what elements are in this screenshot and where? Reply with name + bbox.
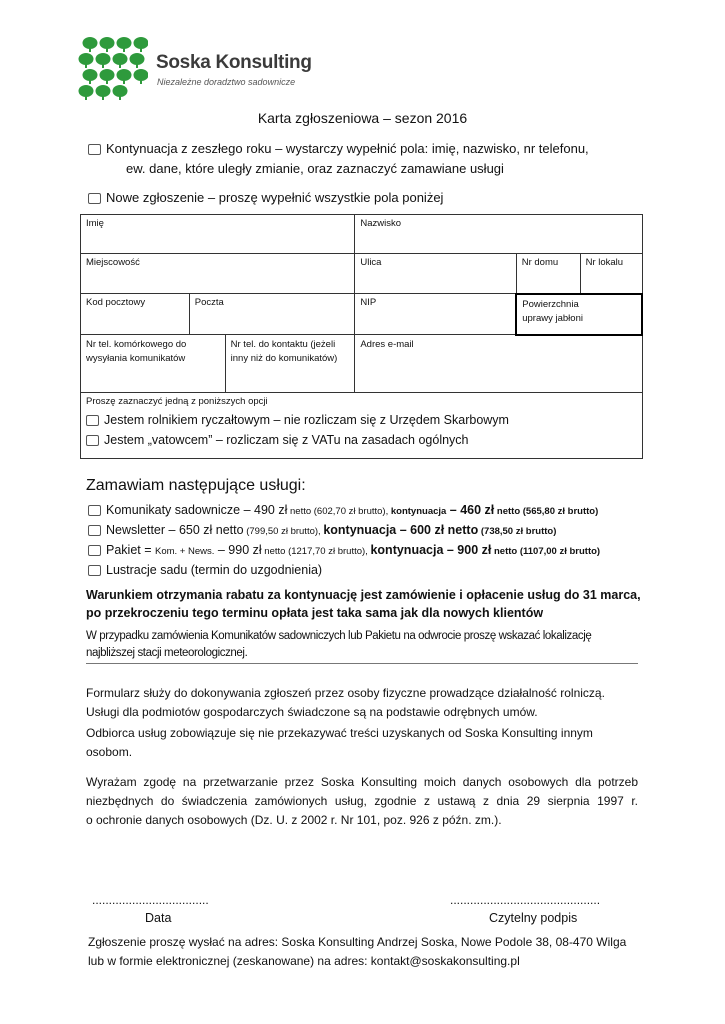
option-continuation-text: Kontynuacja z zeszłego roku – wystarczy wypełnić pola: imię, nazwisko, nr telefonu, [106,141,589,156]
info-paragraph-1: Formularz służy do dokonywania zgłoszeń przez osoby fizyczne prowadzące działalność rolniczą. Usługi dla podmiotów gospodarczych świadczone są na podstawie odrębnych umów. [86,686,605,719]
consent-paragraph: Wyrażam zgodę na przetwarzanie przez Soska Konsulting moich danych osobowych dla potrzeb niezbędnych do świadczenia zamówionych usług, zgodnie z ustawą z dnia 29 sierpnia 1997 r. o ochronie danych osobowych (Dz. U. z 2002 r. Nr 101, poz. 926 z późn. zm.). [86,775,638,827]
tax-option-flat-rate[interactable]: Jestem rolnikiem ryczałtowym – nie rozliczam się z Urzędem Skarbowym [86,413,637,427]
logo-dot-stem [136,63,138,68]
logo-dot-stem [106,47,108,52]
service-orchard-inspection[interactable]: Lustracje sadu (termin do uzgodnienia) [88,563,322,577]
tax-option-vat[interactable]: Jestem „vatowcem” – rozliczam się z VATu na zasadach ogólnych [86,433,637,447]
field-mobile-phone[interactable]: Nr tel. komórkowego do wysyłania komunikatów [81,335,226,393]
checkbox-newsletter[interactable] [88,525,101,536]
field-post-office[interactable]: Poczta [189,294,355,335]
services-heading: Zamawiam następujące usługi: [86,477,306,494]
date-label: Data [145,911,172,925]
checkbox-continuation[interactable] [88,144,101,155]
logo-dot-stem [89,79,91,84]
brand-name: Soska Konsulting [156,52,312,73]
service-newsletter[interactable]: Newsletter – 650 zł netto (799,50 zł brutto), kontynuacja – 600 zł netto (738,50 zł brutto) [88,523,556,537]
option-new-text: Nowe zgłoszenie – proszę wypełnić wszystkie pola poniżej [106,190,444,205]
logo-dot-stem [102,95,104,100]
logo-dot-stem [106,79,108,84]
logo-dot-stem [102,63,104,68]
logo-dot-stem [85,63,87,68]
station-note: W przypadku zamówienia Komunikatów sadowniczych lub Pakietu na odwrocie proszę wskazać lokalizację najbliższej stacji meteorologicznej. [86,630,592,659]
field-postal-code[interactable]: Kod pocztowy [81,294,190,335]
field-apple-area[interactable]: Powierzchnia uprawy jabłoni [516,294,642,335]
checkbox-orchard-inspection[interactable] [88,565,101,576]
tax-prompt: Proszę zaznaczyć jedną z poniższych opcji [86,396,268,407]
logo-dot-stem [140,47,142,52]
date-line[interactable]: ................................... [92,893,209,907]
service-package[interactable]: Pakiet = Kom. + News. – 990 zł netto (1217,70 zł brutto), kontynuacja – 900 zł netto (1107,00 zł brutto) [88,543,600,557]
logo-dot-stem [140,79,142,84]
logo-dot-stem [119,63,121,68]
field-contact-phone[interactable]: Nr tel. do kontaktu (jeżeli inny niż do komunikatów) [225,335,355,393]
tax-status-section [81,393,643,459]
brand-tagline: Niezależne doradztwo sadownicze [157,77,296,87]
footer-address: Zgłoszenie proszę wysłać na adres: Soska Konsulting Andrzej Soska, Nowe Podole 38, 08-470 Wilga lub w formie elektronicznej (zeskanowane) na adres: kontakt@soskakonsulting.pl [88,935,627,968]
field-city[interactable]: Miejscowość [81,254,355,294]
service-communications[interactable]: Komunikaty sadownicze – 490 zł netto (602,70 zł brutto), kontynuacja – 460 zł netto (565,80 zł brutto) [88,503,598,517]
checkbox-vat[interactable] [86,435,99,446]
checkbox-package[interactable] [88,545,101,556]
field-street[interactable]: Ulica [355,254,516,294]
signature-line[interactable]: ............................................. [450,893,601,907]
registration-form [80,214,643,459]
checkbox-communications[interactable] [88,505,101,516]
option-new[interactable] [88,190,443,205]
checkbox-new[interactable] [88,193,101,204]
field-house-no[interactable]: Nr domu [516,254,580,294]
divider [86,663,638,664]
logo-dot-stem [89,47,91,52]
option-continuation[interactable] [88,141,589,156]
option-continuation-line2: ew. dane, które uległy zmianie, oraz zaznaczyć zamawiane usługi [126,161,504,176]
discount-condition: Warunkiem otrzymania rabatu za kontynuację jest zamówienie i opłacenie usług do 31 marca, po przekroczeniu tego terminu opłata jest taka sama jak dla nowych klientów [86,588,641,620]
field-email[interactable]: Adres e-mail [355,335,642,393]
page-title: Karta zgłoszeniowa – sezon 2016 [257,110,468,126]
checkbox-flat-rate[interactable] [86,415,99,426]
logo-dot-stem [123,79,125,84]
field-first-name[interactable]: Imię [81,215,355,254]
field-flat-no[interactable]: Nr lokalu [580,254,642,294]
info-paragraph-2: Odbiorca usług zobowiązuje się nie przekazywać treści uzyskanych od Soska Konsulting innym osobom. [86,726,593,759]
logo-dot-stem [123,47,125,52]
field-nip[interactable]: NIP [355,294,516,335]
logo-icon [78,36,148,100]
logo-dot-stem [119,95,121,100]
logo-dot-stem [85,95,87,100]
signature-label: Czytelny podpis [489,911,578,925]
field-last-name[interactable]: Nazwisko [355,215,642,254]
